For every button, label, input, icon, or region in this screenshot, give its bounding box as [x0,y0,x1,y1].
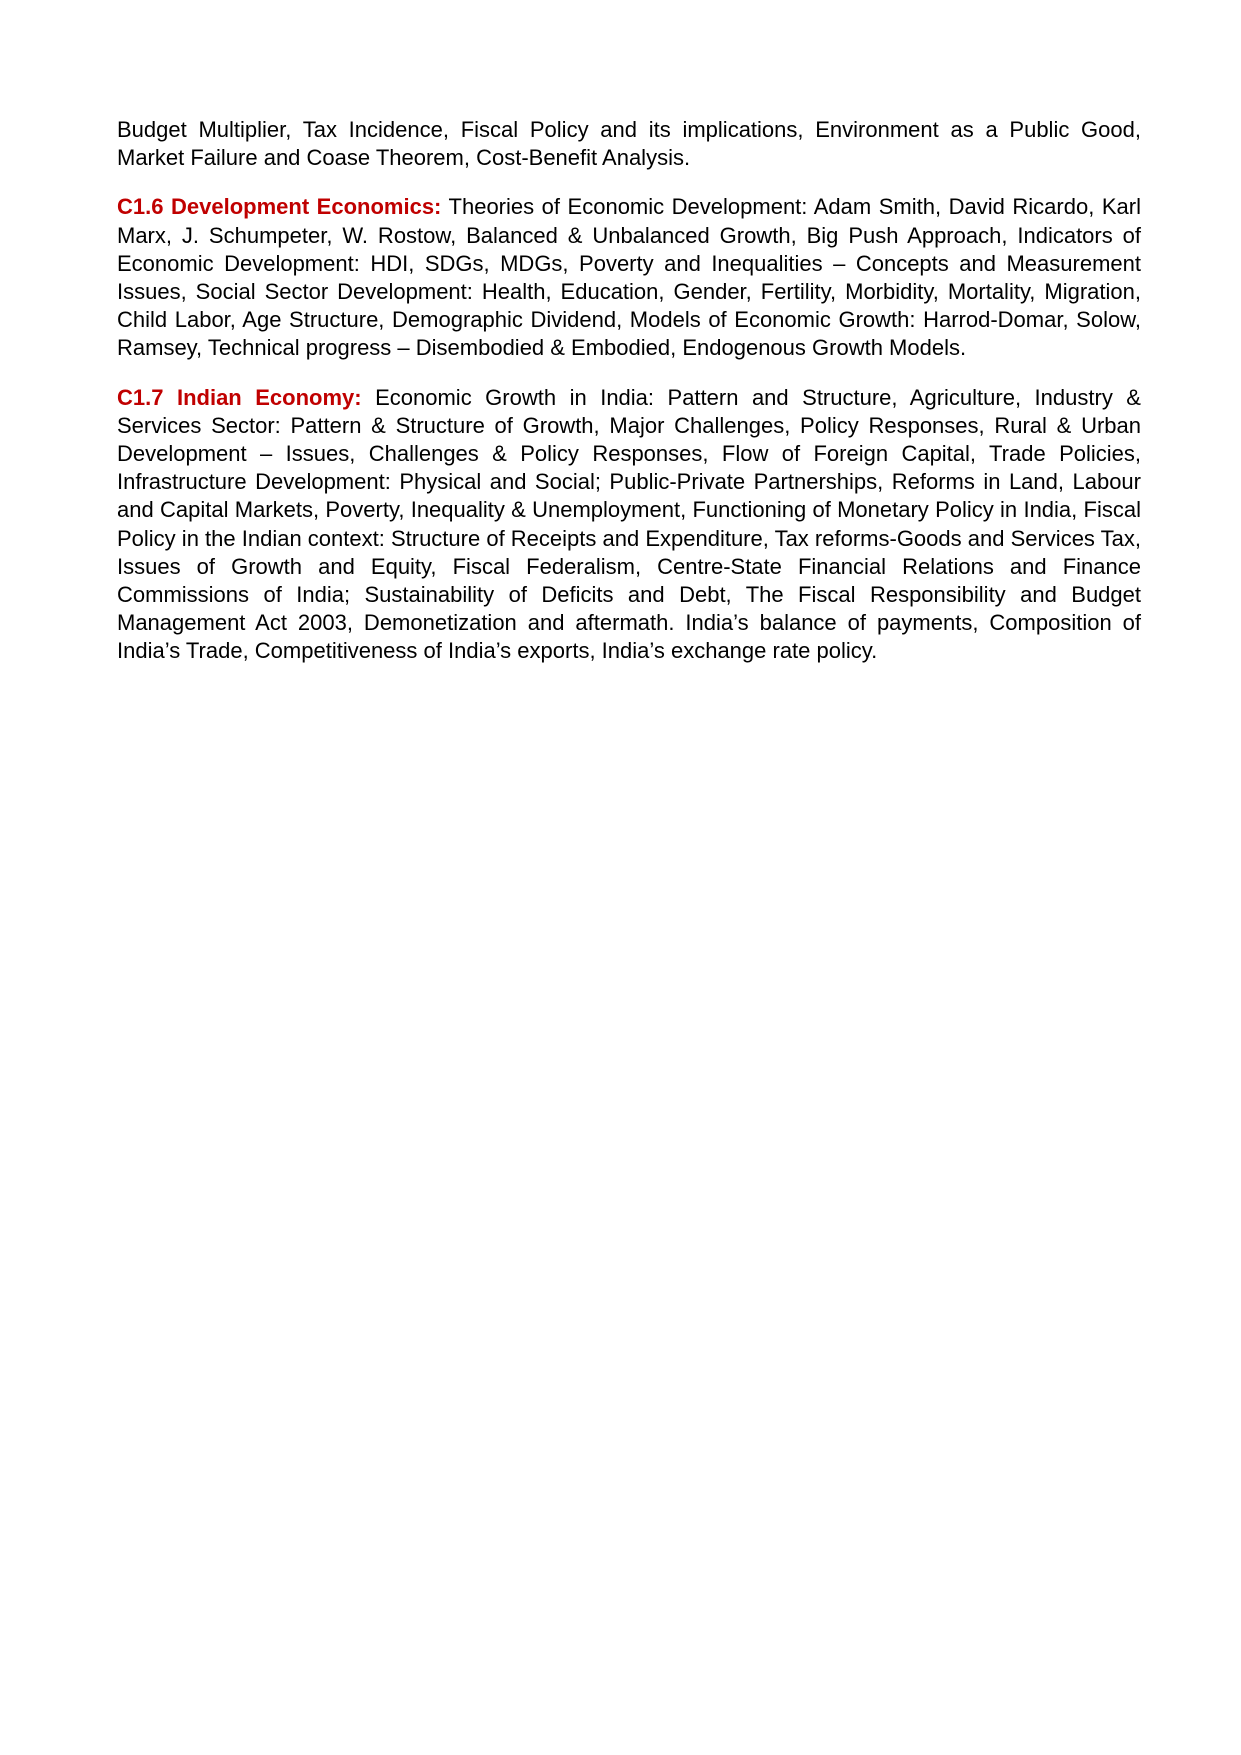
section-body: Economic Growth in India: Pattern and Structure, Agriculture, Industry & Services Sector: Pattern & Structure of Growth, Major Challenges, Policy Responses, Rural & Urban Development – Issues, Challenges & Policy Responses, Flow of Foreign Capital, Trade Policies, Infrastructure Development: Physical and Social; Public-Private Partnerships, Reforms in Land, Labour and Capital Markets, Poverty, Inequality & Unemployment, Functioning of Monetary Policy in India, Fiscal Policy in the Indian context: Structure of Receipts and Expenditure, Tax reforms-Goods and Services Tax, Issues of Growth and Equity, Fiscal Federalism, Centre-State Financial Relations and Finance Commissions of India; Sustainability of Deficits and Debt, The Fiscal Responsibility and Budget Management Act 2003, Demonetization and aftermath. India’s balance of payments, Composition of India’s Trade, Competitiveness of India’s exports, India’s exchange rate policy. [117,384,1141,664]
section-indian-economy [117,384,1141,666]
section-development-economics [117,193,1141,362]
syllabus-content [117,116,1141,687]
section-body: Theories of Economic Development: Adam Smith, David Ricardo, Karl Marx, J. Schumpeter, W. Rostow, Balanced & Unbalanced Growth, Big Push Approach, Indicators of Economic Development: HDI, SDGs, MDGs, Poverty and Inequalities – Concepts and Measurement Issues, Social Sector Development: Health, Education, Gender, Fertility, Morbidity, Mortality, Migration, Child Labor, Age Structure, Demographic Dividend, Models of Economic Growth: Harrod-Domar, Solow, Ramsey, Technical progress – Disembodied & Embodied, Endogenous Growth Models. [117,194,1141,361]
section-heading: C1.7 Indian Economy: [117,384,362,410]
intro-text: Budget Multiplier, Tax Incidence, Fiscal Policy and its implications, Environment as a Public Good, Market Failure and Coase Theorem, Cost-Benefit Analysis. [117,117,1141,171]
section-heading: C1.6 Development Economics: [117,194,442,220]
intro-paragraph [117,116,1141,172]
